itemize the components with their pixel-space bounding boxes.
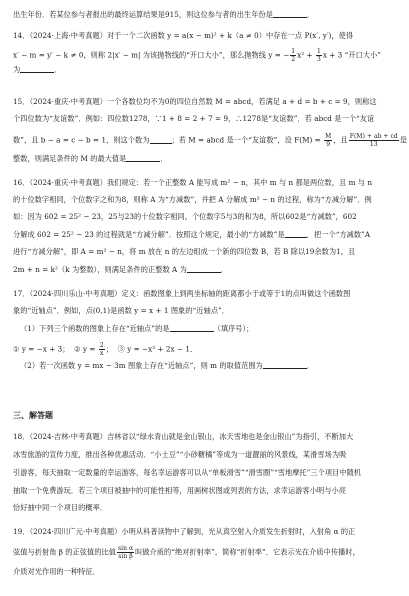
q19-line-1: 19．（2024·四川广元·中考真题）小明从科普读物中了解到，光从真空射入介质发生折射时，入射角 α 的正 (13, 527, 356, 536)
q17-text: （1）下列三个函数的图象上存在“近轴点”的是 (20, 324, 170, 333)
q19-line-3: 介质对光作用的一种特征． (13, 567, 100, 576)
q16-line-4 (13, 230, 397, 240)
fraction-denominator: 2 (291, 56, 296, 63)
q15-line-4: 整数，则满足条件的 M 的最大值是 ． (13, 154, 168, 163)
q17-option-2: ② y = (74, 344, 98, 354)
fraction (349, 133, 399, 148)
q16-text: 2m + n = k²（k 为整数），则满足条件的正整数 A 为 (13, 265, 187, 274)
answer-blank[interactable] (170, 324, 214, 332)
q16-line-3: 如：因为 602 = 25² − 23，25与23的十位数字相同，个位数字5与3的和为8，所以602是“方减数”，602 (13, 212, 357, 221)
q17-line-2: 象的“近轴点”．例如，点(0,1)是函数 y = x + 1 图象的“近轴点”． (13, 306, 229, 315)
q14-text: x + 3 “开口大小” (322, 50, 382, 60)
fraction-denominator: x (100, 350, 104, 357)
fraction (324, 133, 332, 148)
q16-line-6: 2m + n = k²（k 为整数），则满足条件的正整数 A 为 ． (13, 265, 229, 274)
fraction (117, 545, 134, 560)
fraction (290, 48, 296, 63)
fraction-numerator: 2 (99, 342, 104, 349)
q15-text: 整数，则满足条件的 M 的最大值是 (13, 154, 127, 163)
q17-sub-1 (20, 324, 397, 334)
q19-line-2 (13, 545, 397, 560)
answer-blank[interactable] (263, 361, 307, 369)
answer-blank[interactable] (273, 10, 307, 18)
fraction-numerator: F(M) + ab + cd (349, 133, 398, 140)
q17-options (13, 342, 397, 357)
fraction-denominator: 3 (316, 56, 321, 63)
q19-text: 叫做介质的“绝对折射率”，简称“折射率”．它表示光在介质中传播时， (135, 547, 360, 557)
q14-text: 为 (13, 65, 21, 74)
fraction-numerator: 1 (316, 48, 321, 55)
section-title: 三、解答题 (13, 411, 53, 420)
q18-line-5: 恰好抽中同一个项目的概率． (13, 503, 108, 512)
q15-text: ；若 M = abcd 是一个“友谊数”，设 F(M) = (171, 135, 324, 145)
q17-option-3: ③ y = −x² + 2x − 1． (117, 344, 198, 354)
q18-line-3: 引游客，每天抽取一定数量的幸运游客，每名幸运游客可以从“单板滑雪”“滑雪圈”“雪地摩托”三个项目中随机 (13, 468, 362, 477)
fraction-numerator: 1 (291, 48, 296, 55)
q15-line-1: 15．（2024·重庆·中考真题）一个各数位均不为0的四位自然数 M = abcd，若满足 a + d = b + c = 9，则称这 (13, 97, 377, 106)
fraction-denominator: 13 (369, 141, 378, 148)
q19-text: 弦值与折射角 β 的正弦值的比值 (13, 547, 116, 557)
q15-text: 数”，且 b − a = c − b = 1，则这个数为 (13, 135, 150, 145)
answer-blank[interactable] (126, 154, 160, 162)
q18-line-2: 冰雪旅游的宣传力度，推出各种优惠活动．“小土豆”“小砂糖橘”等成为一道靓丽的风景线，某滑雪场为吸 (13, 450, 347, 459)
fraction (99, 342, 105, 357)
answer-blank[interactable] (150, 136, 172, 144)
q17-text: （填序号）； (213, 324, 254, 333)
q13-tail-text: 出生年份．若某位参与者报出的最终运算结果是915，则这位参与者的出生年份是 (13, 10, 273, 19)
q18-line-4: 抽取一个免费游玩．若三个项目被抽中的可能性相等，用画树状图或列表的方法，求幸运游客小明与小亮 (13, 486, 346, 495)
fraction-denominator: sin β (118, 553, 133, 560)
fraction-denominator: 9 (326, 141, 331, 148)
q17-sub-2: （2）若一次函数 y = mx − 3m 图象上存在“近轴点”，则 m 的取值范围为 ． (20, 361, 315, 370)
q16-line-1: 16．（2024·重庆·中考真题）我们规定：若一个正整数 A 能写成 m² − n，其中 m 与 n 都是两位数，且 m 与 n (13, 178, 373, 187)
q17-option-1: ① y = −x + 3； (13, 344, 70, 354)
q16-text: 分解成 602 = 25² − 23 的过程就是“方减分解”．按照这个规定，最小的“方减数”是 (13, 230, 285, 239)
q13-tail-line: 出生年份．若某位参与者报出的最终运算结果是915，则这位参与者的出生年份是 ． (13, 10, 315, 19)
q15-text: 是 (399, 135, 408, 145)
q16-text: ．把一个“方减数”A (306, 230, 371, 239)
q14-line-1: 14．（2024·上海·中考真题）对于一个二次函数 y = a(x − m)² + k（a ≠ 0）中存在一点 P(x′, y′)，使得 (13, 31, 354, 40)
q14-line-3: 为 ． (13, 65, 62, 74)
fraction-numerator: M (325, 133, 332, 140)
answer-blank[interactable] (285, 230, 307, 238)
fraction-numerator: sin α (117, 545, 134, 552)
q16-line-5: 进行“方减分解”，即 A = m² − n，将 m 放在 n 的左边组成一个新的四位数 B，若 B 除以19余数为1，且 (13, 247, 356, 256)
q14-line-2 (13, 48, 397, 63)
q17-text: （2）若一次函数 y = mx − 3m 图象上存在“近轴点”，则 m 的取值范围为 (20, 361, 263, 370)
q15-line-2: 个四位数为“友谊数”．例如：四位数1278，∵1 + 8 = 2 + 7 = 9，∴1278是“友谊数”．若 abcd 是一个“友谊 (13, 114, 375, 123)
q16-line-2: 的十位数字相同，个位数字之和为8，则称 A 为“方减数”，并把 A 分解成 m² − n 的过程，称为“方减分解”．例 (13, 195, 372, 204)
fraction (316, 48, 322, 63)
q15-line-3 (13, 133, 408, 148)
q17-option-2-tail: ； (105, 344, 113, 354)
q14-text: x² + (297, 50, 315, 60)
answer-blank[interactable] (20, 65, 54, 73)
q17-line-1: 17．（2024·四川乐山·中考真题）定义：函数图象上到两坐标轴的距离都小于或等于1的点叫做这个函数图 (13, 289, 351, 298)
answer-blank[interactable] (187, 265, 221, 273)
q18-line-1: 18．（2024·吉林·中考真题）吉林省以“绿水青山就是金山银山，冰天雪地也是金山银山”为指引，不断加大 (13, 432, 354, 441)
q15-text: ，且 (333, 135, 348, 145)
q14-text: x′ − m = y′ − k ≠ 0，则称 2|x′ − m| 为该抛物线的“开口大小”，那么抛物线 y = − (13, 50, 290, 60)
